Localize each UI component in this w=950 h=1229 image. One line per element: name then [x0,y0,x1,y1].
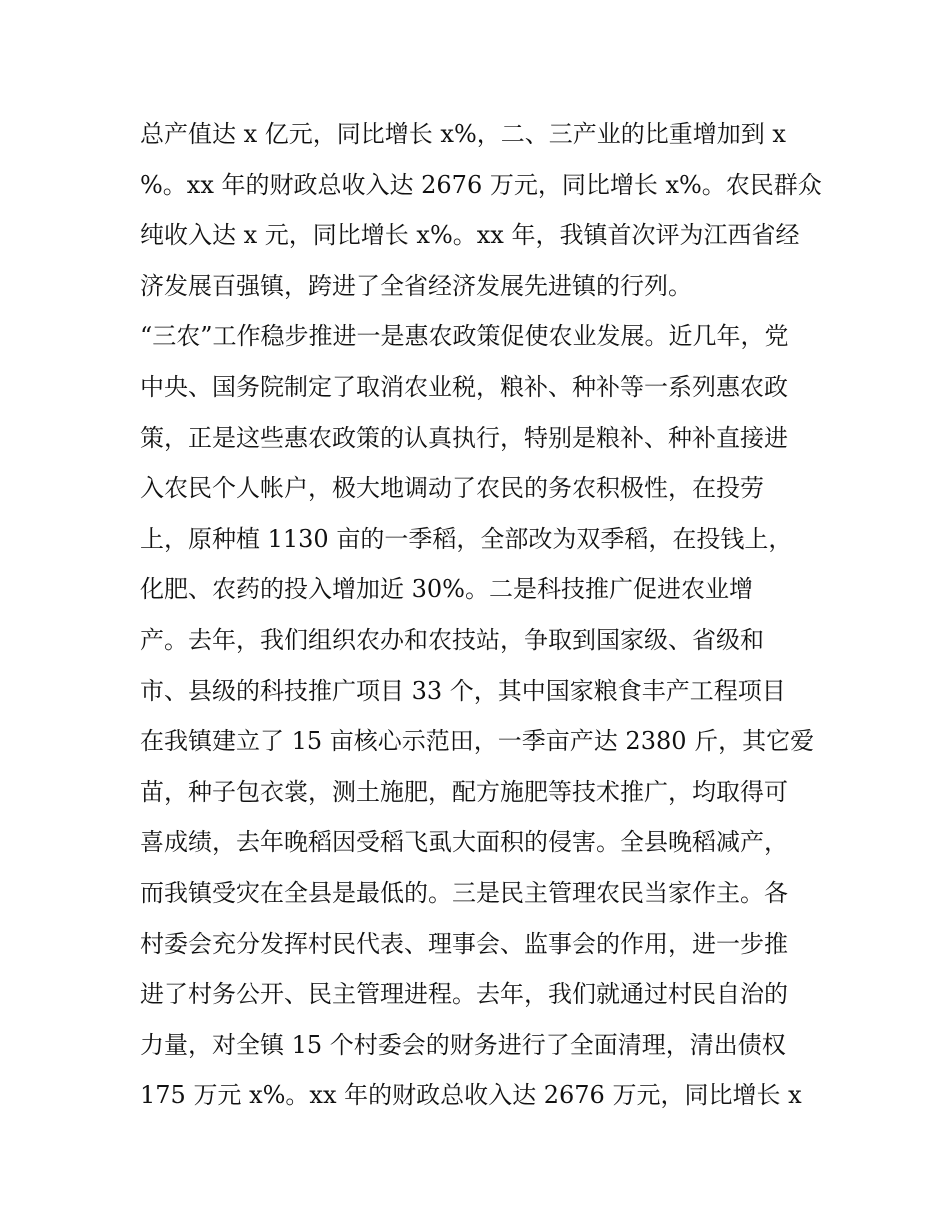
body-text [140,109,820,1121]
text-line: 入农民个人帐户，极大地调动了农民的务农积极性，在投劳 [140,474,764,503]
text-line: 济发展百强镇，跨进了全省经济发展先进镇的行列。 [140,271,692,300]
text-line: 化肥、农药的投入增加近 30%。二是科技推广促进农业增 [140,575,753,604]
text-line: 力量，对全镇 15 个村委会的财务进行了全面清理，清出债权 [140,1030,786,1059]
text-line: %。xx 年的财政总收入达 2676 万元，同比增长 x%。农民群众 [140,170,822,199]
text-line: 喜成绩，去年晚稻因受稻飞虱大面积的侵害。全县晚稻减产， [140,828,788,857]
text-line: 而我镇受灾在全县是最低的。三是民主管理农民当家作主。各 [140,878,788,907]
text-line: 产。去年，我们组织农办和农技站，争取到国家级、省级和 [140,625,764,654]
text-line: 市、县级的科技推广项目 33 个，其中国家粮食丰产工程项目 [140,676,786,705]
text-line: 175 万元 x%。xx 年的财政总收入达 2676 万元，同比增长 x [140,1081,802,1110]
text-line: 中央、国务院制定了取消农业税，粮补、种补等一系列惠农政 [140,372,788,401]
text-line: 总产值达 x 亿元，同比增长 x%，二、三产业的比重增加到 x [140,120,786,148]
text-line: 在我镇建立了 15 亩核心示范田，一季亩产达 2380 斤，其它爱 [140,727,815,756]
text-line: 苗，种子包衣裳，测土施肥，配方施肥等技术推广，均取得可 [140,777,788,806]
text-line: “三农”工作稳步推进一是惠农政策促使农业发展。近几年，党 [140,322,789,351]
text-line: 村委会充分发挥村民代表、理事会、监事会的作用，进一步推 [140,929,788,958]
text-line: 上，原种植 1130 亩的一季稻，全部改为双季稻，在投钱上， [140,524,793,553]
text-line: 进了村务公开、民主管理进程。去年，我们就通过村民自治的 [140,980,788,1009]
text-line: 策，正是这些惠农政策的认真执行，特别是粮补、种补直接进 [140,423,788,452]
text-line: 纯收入达 x 元，同比增长 x%。xx 年，我镇首次评为江西省经 [140,221,800,250]
